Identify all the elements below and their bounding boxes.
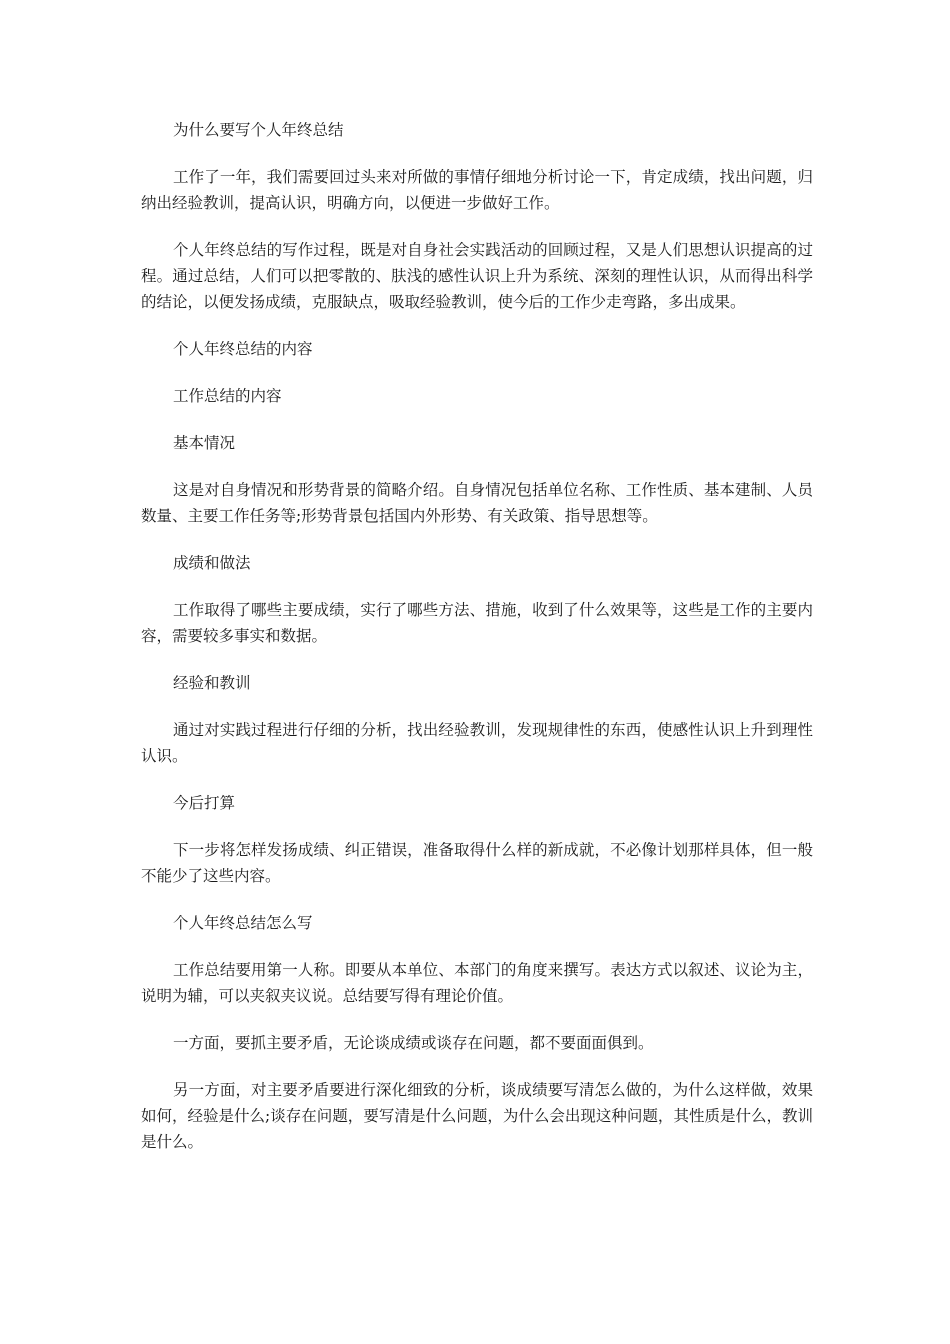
heading-lessons: 经验和教训 <box>173 674 251 692</box>
heading-content: 个人年终总结的内容 <box>173 340 313 358</box>
paragraph-basic-situation: 这是对自身情况和形势背景的简略介绍。自身情况包括单位名称、工作性质、基本建制、人员数量、主要工作任务等;形势背景包括国内外形势、有关政策、指导思想等。 <box>141 481 813 525</box>
paragraph-plans: 下一步将怎样发扬成绩、纠正错误，准备取得什么样的新成就，不必像计划那样具体，但一般不能少了这些内容。 <box>141 841 813 885</box>
paragraph-deep-analysis: 另一方面，对主要矛盾要进行深化细致的分析，谈成绩要写清怎么做的，为什么这样做，效果如何，经验是什么;谈存在问题，要写清是什么问题，为什么会出现这种问题，其性质是什么，教训是什么。 <box>141 1081 813 1151</box>
heading-why-write: 为什么要写个人年终总结 <box>173 121 344 139</box>
paragraph-main-contradiction: 一方面，要抓主要矛盾，无论谈成绩或谈存在问题，都不要面面俱到。 <box>173 1034 654 1052</box>
document-page <box>141 117 813 1176</box>
heading-plans: 今后打算 <box>173 794 236 812</box>
paragraph-first-person: 工作总结要用第一人称。即要从本单位、本部门的角度来撰写。表达方式以叙述、议论为主，说明为辅，可以夹叙夹议说。总结要写得有理论价值。 <box>141 961 813 1005</box>
paragraph-achievements: 工作取得了哪些主要成绩，实行了哪些方法、措施，收到了什么效果等，这些是工作的主要内容，需要较多事实和数据。 <box>141 601 813 645</box>
heading-achievements: 成绩和做法 <box>173 554 251 572</box>
heading-how-to-write: 个人年终总结怎么写 <box>173 914 313 932</box>
heading-basic-situation: 基本情况 <box>173 434 236 452</box>
paragraph-intro: 工作了一年，我们需要回过头来对所做的事情仔细地分析讨论一下，肯定成绩，找出问题，归纳出经验教训，提高认识，明确方向，以便进一步做好工作。 <box>141 168 813 212</box>
paragraph-lessons: 通过对实践过程进行仔细的分析，找出经验教训，发现规律性的东西，使感性认识上升到理性认识。 <box>141 721 813 765</box>
heading-work-content: 工作总结的内容 <box>173 387 282 405</box>
paragraph-process: 个人年终总结的写作过程，既是对自身社会实践活动的回顾过程，又是人们思想认识提高的过程。通过总结，人们可以把零散的、肤浅的感性认识上升为系统、深刻的理性认识，从而得出科学的结论，以便发扬成绩，克服缺点，吸取经验教训，使今后的工作少走弯路，多出成果。 <box>141 241 813 311</box>
